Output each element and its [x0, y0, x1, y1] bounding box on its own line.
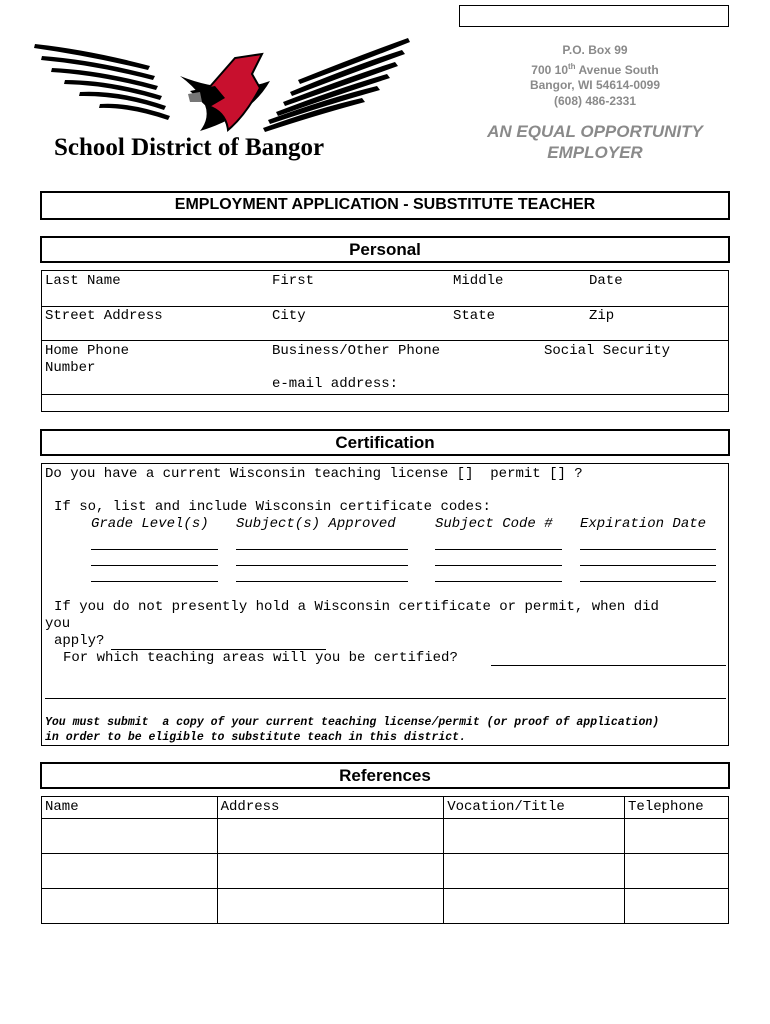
license-question[interactable]: Do you have a current Wisconsin teaching license [] permit [] ? [45, 466, 583, 482]
home-phone-field[interactable]: Home Phone [45, 343, 130, 359]
col-name: Name [42, 797, 218, 819]
city-line: Bangor, WI 54614-0099 [529, 78, 661, 92]
col-address: Address [217, 797, 444, 819]
code-line[interactable] [435, 549, 562, 550]
list-codes-prompt: If so, list and include Wisconsin certificate codes: [54, 499, 491, 515]
last-name-field[interactable]: Last Name [45, 273, 121, 289]
email-field[interactable]: e-mail address: [272, 376, 399, 392]
home-phone-field-label-2: Number [45, 360, 96, 376]
col-vocation: Vocation/Title [444, 797, 625, 819]
table-row [42, 889, 729, 924]
expiration-line[interactable] [580, 565, 716, 566]
first-name-field[interactable]: First [272, 273, 315, 289]
subject-line[interactable] [236, 581, 408, 582]
subject-line[interactable] [236, 549, 408, 550]
col-subject-code: Subject Code # [435, 516, 553, 532]
when-apply-question-cont: you [45, 616, 71, 632]
teaching-areas-question: For which teaching areas will you be certified? [63, 650, 458, 666]
reference-vocation-cell[interactable] [444, 889, 625, 924]
social-security-field[interactable]: Social Security [544, 343, 671, 359]
col-expiration-date: Expiration Date [580, 516, 707, 532]
reference-name-cell[interactable] [42, 889, 218, 924]
street-address: 700 10th Avenue South [531, 61, 659, 77]
expiration-line[interactable] [580, 549, 716, 550]
reference-name-cell[interactable] [42, 819, 218, 854]
code-line[interactable] [435, 581, 562, 582]
teaching-areas-line-2[interactable] [45, 698, 726, 699]
references-table [41, 796, 729, 924]
certification-fields [41, 463, 729, 746]
zip-field[interactable]: Zip [589, 308, 615, 324]
when-apply-question: If you do not presently hold a Wisconsin certificate or permit, when did [54, 599, 659, 615]
city-field[interactable]: City [272, 308, 306, 324]
middle-name-field[interactable]: Middle [453, 273, 504, 289]
state-field[interactable]: State [453, 308, 496, 324]
business-phone-field[interactable]: Business/Other Phone [272, 343, 441, 359]
street-address-field[interactable]: Street Address [45, 308, 163, 324]
date-field[interactable]: Date [589, 273, 623, 289]
subject-line[interactable] [236, 565, 408, 566]
reference-name-cell[interactable] [42, 854, 218, 889]
reference-address-cell[interactable] [217, 889, 444, 924]
reference-vocation-cell[interactable] [444, 854, 625, 889]
col-grade-level: Grade Level(s) [91, 516, 209, 532]
po-box: P.O. Box 99 [562, 43, 628, 57]
office-use-box[interactable] [459, 5, 729, 27]
personal-fields [41, 270, 729, 412]
reference-telephone-cell[interactable] [625, 854, 729, 889]
equal-opportunity-statement: AN EQUAL OPPORTUNITY EMPLOYER [487, 122, 703, 162]
grade-level-line[interactable] [91, 581, 218, 582]
code-line[interactable] [435, 565, 562, 566]
form-title: EMPLOYMENT APPLICATION - SUBSTITUTE TEACHER [40, 191, 730, 220]
reference-telephone-cell[interactable] [625, 889, 729, 924]
grade-level-line[interactable] [91, 549, 218, 550]
reference-telephone-cell[interactable] [625, 819, 729, 854]
section-heading-personal: Personal [40, 236, 730, 263]
table-row [42, 819, 729, 854]
district-phone: (608) 486-2331 [553, 93, 637, 108]
table-row [42, 854, 729, 889]
col-telephone: Telephone [625, 797, 729, 819]
reference-vocation-cell[interactable] [444, 819, 625, 854]
grade-level-line[interactable] [91, 565, 218, 566]
district-name: School District of Bangor [54, 134, 325, 161]
cardinal-logo-icon [30, 36, 415, 136]
col-subjects-approved: Subject(s) Approved [236, 516, 396, 532]
district-address [500, 43, 690, 109]
expiration-line[interactable] [580, 581, 716, 582]
reference-address-cell[interactable] [217, 854, 444, 889]
teaching-areas-line[interactable] [491, 665, 726, 666]
reference-address-cell[interactable] [217, 819, 444, 854]
section-heading-certification: Certification [40, 429, 730, 456]
section-heading-references: References [40, 762, 730, 789]
license-copy-notice: You must submit a copy of your current teaching license/permit (or proof of application) in order to be eligible to substitute teach in this district. [45, 716, 660, 744]
apply-label: apply? [54, 633, 105, 649]
